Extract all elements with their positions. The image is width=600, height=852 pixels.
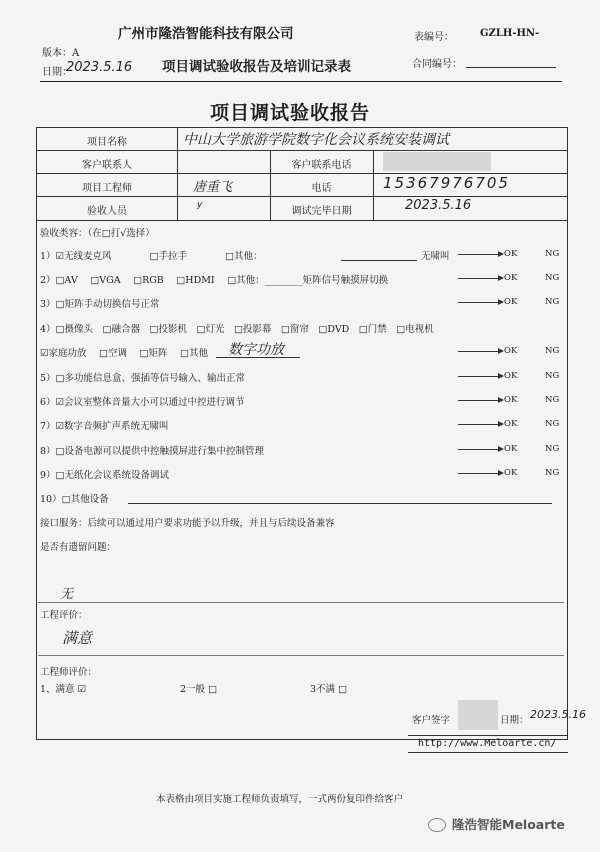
- project-info-table: [36, 127, 568, 221]
- arrow-1: [458, 254, 502, 255]
- check-item-10: 10）□其他设备: [40, 494, 109, 505]
- ng-2: NG: [545, 273, 560, 283]
- check-item-1-extra: 无啸叫: [421, 251, 450, 262]
- ok-9: OK: [504, 468, 518, 478]
- inspector-value: y: [197, 200, 203, 210]
- contract-underline: [466, 67, 556, 68]
- ok-7: OK: [504, 419, 518, 429]
- ok-2: OK: [504, 273, 518, 283]
- arrow-5: [458, 376, 502, 377]
- client-contact-label: 客户联系人: [82, 160, 132, 171]
- ng-4: NG: [545, 346, 560, 356]
- project-name-label: 项目名称: [87, 137, 127, 148]
- check-item-3: 3）□矩阵手动切换信号正常: [40, 299, 160, 310]
- ng-9: NG: [545, 468, 560, 478]
- report-title: 项目调试验收报告: [210, 102, 371, 124]
- check-item-7: 7）☑数字音频扩声系统无啸叫: [40, 421, 169, 432]
- arrow-2: [458, 278, 502, 279]
- arrow-9: [458, 473, 502, 474]
- engineer-label: 项目工程师: [82, 183, 132, 194]
- eval-option-average: 2一般 □: [180, 684, 218, 695]
- engineer-name: 唐重飞: [193, 180, 233, 195]
- check-item-4b-extra: 数字功放: [228, 342, 284, 358]
- form-number-label: 表编号：: [414, 32, 454, 43]
- ng-8: NG: [545, 444, 560, 454]
- ok-5: OK: [504, 371, 518, 381]
- check-item-8: 8）□设备电源可以提供中控触摸屏进行集中控制管理: [40, 446, 265, 457]
- client-phone-label: 客户联系电话: [291, 160, 352, 171]
- project-eval-answer: 满意: [62, 629, 93, 647]
- watermark: 隆浩智能Meloarte: [452, 817, 565, 832]
- ok-1: OK: [504, 249, 518, 259]
- ng-5: NG: [545, 371, 560, 381]
- interface-service-note: 接口服务：后续可以通过用户要求功能予以升级，并且与后续设备兼容: [40, 518, 335, 529]
- engineer-eval-label: 工程师评价：: [40, 667, 98, 678]
- ng-6: NG: [545, 395, 560, 405]
- eval-option-unsatisfied: 3不满 □: [310, 684, 348, 695]
- check-item-5: 5）□多功能信息盒、强插等信号输入、输出正常: [40, 373, 246, 384]
- finish-date-value: 2023.5.16: [405, 198, 472, 213]
- signature-label: 客户签字: [412, 715, 451, 726]
- arrow-3: [458, 302, 502, 303]
- company-name: 广州市隆浩智能科技有限公司: [118, 26, 294, 42]
- phone-value: 15367976705: [383, 174, 510, 192]
- signature-date-value: 2023.5.16: [530, 708, 586, 721]
- arrow-7: [458, 424, 502, 425]
- check-item-1: 1）☑无线麦克风 □手拉手 □其他：: [40, 251, 263, 262]
- check-item-2: 2）□AV □VGA □RGB □HDMI □其他：________矩阵信号触摸屏切换: [40, 275, 389, 286]
- phone-label: 电话: [311, 183, 332, 194]
- project-name-value: 中山大学旅游学院数字化会议系统安装调试: [183, 132, 449, 148]
- inspector-label: 验收人员: [87, 206, 127, 217]
- ok-4: OK: [504, 346, 518, 356]
- date-value-handwritten: 2023.5.16: [66, 60, 133, 75]
- ng-1: NG: [545, 249, 560, 259]
- ok-6: OK: [504, 395, 518, 405]
- header-divider: [40, 81, 562, 82]
- check-item-9: 9）□无纸化会议系统设备调试: [40, 470, 170, 481]
- ok-3: OK: [504, 297, 518, 307]
- signature-date-label: 日期：: [500, 715, 529, 726]
- ng-7: NG: [545, 419, 560, 429]
- check-item-4b: ☑家庭功放 □空调 □矩阵 □其他: [40, 348, 209, 359]
- arrow-8: [458, 449, 502, 450]
- form-number: GZLH-HN-: [480, 28, 540, 39]
- project-eval-label: 工程评价：: [40, 610, 88, 621]
- arrow-6: [458, 400, 502, 401]
- finish-date-label: 调试完毕日期: [291, 206, 352, 217]
- checklist-heading: 验收类容：（在□打√选择）: [40, 228, 155, 239]
- issues-label: 是否有遗留问题：: [40, 542, 117, 553]
- footer-note: 本表格由项目实施工程师负责填写，一式两份复印件给客户: [156, 794, 404, 805]
- website-url: http://www.Meloarte.cn/: [418, 738, 557, 749]
- wechat-icon: [428, 818, 446, 832]
- redacted-client-phone: [383, 152, 491, 171]
- eval-option-satisfied: 1、满意 ☑: [40, 684, 87, 695]
- arrow-4: [458, 351, 502, 352]
- redacted-signature: [458, 700, 498, 730]
- ng-3: NG: [545, 297, 560, 307]
- date-label: 日期：: [42, 67, 72, 78]
- ok-8: OK: [504, 444, 518, 454]
- check-item-4: 4）□摄像头 □融合器 □投影机 □灯光 □投影幕 □窗帘 □DVD □门禁 □电视机: [40, 324, 434, 335]
- check-item-6: 6）☑会议室整体音量大小可以通过中控进行调节: [40, 397, 245, 408]
- issues-answer: 无: [60, 587, 74, 602]
- contract-number-label: 合同编号：: [412, 59, 462, 70]
- form-title: 项目调试验收报告及培训记录表: [162, 59, 351, 75]
- version-label: 版本：A: [42, 48, 80, 59]
